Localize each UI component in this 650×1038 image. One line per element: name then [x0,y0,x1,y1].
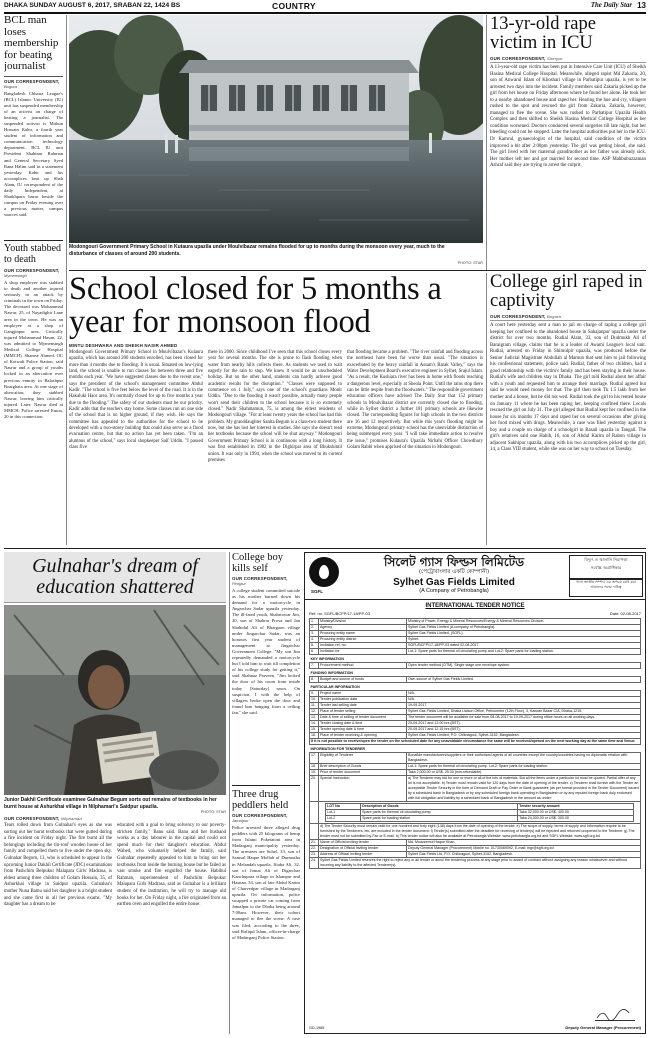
rape-icu-headline: 13-yr-old rape victim in ICU [490,15,596,53]
tender-row-key: Project name [319,691,407,697]
tender-row-number: 23. [310,852,319,858]
ad-side-box-line1: বিদ্যুৎ ও জ্বালানি নিরাপত্তা [584,557,628,562]
lot-table [325,803,634,822]
bcl-article [4,15,63,235]
tender-row-value: Open tender method (OTM), Single stage one envelope system. [407,663,641,669]
lot-table-header: LOT No [326,804,361,810]
tender-row-value: Deputy General Manager (Procurement) Mobile no. 01730069092, E-mail: mgr@sgfl.org.bd [407,846,641,852]
gulnahar-body-col2: educated with a goal to bring solvency to our poverty-stricken family," Banu said. Banu and her husband works as a day labourer in the capital and could not spend much for their daughter's education. Abdul Wahed, who voluntarily helped the family, said Gulnahar repeatedly appealed to him to bring out her textbooks from inside the burning house but he failed as vast smoke and fire engulfed the house. Habibul Rahman, superintendent of Pashchim Belpukur Malapara Girls Madrasa, said as Gulnahar is a brilliant student of the institution, he will try to manage old books for her. On Friday night, a fire originated from an earthen oven and engulfed the entire house. [117,823,226,908]
flood-photo-caption-block [69,244,483,266]
tender-row [310,753,641,764]
tender-row-key: Invitation for [319,649,407,655]
tender-row-key: Place of tender receiving & opening [319,733,407,739]
tender-row-value: 19-09-2017. [407,703,641,709]
tender-row-value: Sylhet Gas Fields Limited (A company of Petrobangla). [407,625,641,631]
lot-cell: Taka 24,000.00 or US$. 300.00 [518,816,634,822]
tender-row-number: 5. [310,643,319,649]
tender-row-value: SGFL/BCFP/17-18/PP-03 dated 02-08-2017. [407,643,641,649]
tender-note-16: If it is not possible to receive/open the tender on the scheduled date for any unavoidable circumstance the same will be received/opened on the next working day at the same time and Venue. [310,739,641,745]
tender-row-value: 20-09-2017 and 12.15 hrs (BST). [407,727,641,733]
gulnahar-headline: Gulnahar's dream of education shattered [32,555,198,598]
signature-mark [595,1008,635,1021]
section-title: COUNTRY [272,1,316,11]
rape-icu-byline-text: OUR CORRESPONDENT, [490,56,546,61]
left-divider [4,240,63,241]
ad-title: Sylhet Gas Fields Limited [393,577,515,588]
drug-peddlers-article [232,789,300,1034]
drug-peddlers-headline: Three drug peddlers held [232,789,289,811]
tender-row-key: Eligibility of Tenderer [319,753,407,764]
sgfl-logo-text: SGFL [311,589,323,594]
section-key: KEY INFORMATION [310,657,344,661]
tender-row-value: Taka 2,000.00 or US$. 25.00 (non-refundable). [407,770,641,776]
tender-row-number: 2. [310,625,319,631]
tender-row-number: 15. [310,727,319,733]
youth-article [4,244,63,544]
college-boy-article [232,552,300,782]
ad-side-box-line2: সর্বোচ্চ অগ্রাধিকার [590,565,622,570]
bcl-body: Bangladesh Chhatra League's (BCL) Islamic University (IU) unit has suspended membership of an activist on charge of beating a journalist. The suspended activist is Mithun Hossain Kabir, a fourth year student of information and communication technology department. BCL IU unit President Shahinur Rahman and General Secretary Syed Rana Halim said in a statement yesterday. Kabir and his accomplices beat up Shah Alam, IU correspondent of the daily Independent, at Shaikhpara bazar beside the campus on Friday evening over a previous matter, campus sources said. [4,90,63,218]
lot-cell: Lot-1 [326,810,361,816]
gulnahar-byline-text: OUR CORRESPONDENT, [4,816,60,821]
gulnahar-headline-box [4,552,226,603]
bcl-byline: OUR CORRESPONDENT, [4,78,60,84]
youth-byline: OUR CORRESPONDENT, [4,268,60,273]
tender-row-number: 24. [310,858,319,869]
tender-row-key: Budget and source of funds [319,677,407,683]
tender-row-value: 20-09-2017 and 12.00 hrs (BST). [407,721,641,727]
tender-row-key: Tender last selling date [319,703,407,709]
mid-rule [69,270,646,271]
tender-row-key: Special Instruction [319,776,407,802]
youth-body: A shop employee was stabbed to death and another injured seriously in an attack by criminals in the town on Friday. The deceased was Mohammad Nasrur, 25, of Nayadighir Lane area in the town. He was an employee at a shop of Gangjinpur area. Critically injured Mohammad Hasan, 22, was admitted to Mymensingh Medical College Hospital (MMCH). Shamse Ahmed, OC of Kotwali Police Station, said Nasrur and a group of youths locked in an altercation over previous enmity in Balashpur Boatghata area. At one stage of altercation, they stabbed Nasrur, leaving him critically injured. Later, Nasrur died at MMCH. Police arrested Emon, 20 in this connection. [4,280,63,420]
tender-row-number: 20. [310,776,319,802]
memo-date: Date: 02-08-2017 [609,611,641,616]
sgfl-tender-ad [304,552,646,1034]
tender-row-value: Sylhet Gas Fields Limited, Dhaka Liaison Office, Petrocentre (12th Floor), 3, Kawran Bazar C/A, Dhaka-1215. [407,709,641,715]
signature-name: Deputy General Manager (Procurement) [565,1025,641,1030]
tender-row-key: Address of Official inviting tender [319,852,407,858]
college-boy-location: Pirojpur [232,581,246,586]
college-boy-headline: College boy kills self [232,552,284,574]
gd-number: GD-1985 [309,1026,325,1030]
section-funding: FUNDING INFORMATION [310,671,353,675]
paper-name: The Daily Star [590,2,632,9]
rape-icu-location: Sherpur [546,56,563,61]
tender-row-number: 11. [310,703,319,709]
ad-side-note: গ্যাস জাতীয় সম্পদ। এর অপচয় রোধ করা আমাদের সবার দায়িত্ব [569,579,643,597]
tender-row-number: 10. [310,697,319,703]
tender-row-number: 9. [310,691,319,697]
ad-subtitle: (A Company of Petrobangla) [419,588,489,594]
lot-row [326,816,634,822]
school-body-col3: that flooding became a problem. "The river rainfall and flooding across the northeast have been far worse than usual. "The situation is exacerbated by the heavy rainfall in Assam's Barak Valley," says the Water Development Board's executive engineer in Sylhet, Srajul Islam. "As a result, the Kushiara river has been in home with floods reaching a dangerous level, especially at Sheola Point. Until the rains stop there can be little respite from the floodwaters." The responsible government education officers have advised The Daily Star that 152 primary schools in Moulvibazar district are currently closed due to flooding, while in Sylhet district a further 181 primary schools are likewise closed. The corresponding figures for high schools in the two districts are 16 and 12 respectively. But while this year's flooding might be extreme, Modongouri primary school has the unenviable distinction of being submerged every year. "I will take immediate action to resolve the issue," promises Kulaura's Upazila Nirbahi Officer Chowdhury Golam Rabbi when apprised of the situation in Modongouri. [347,350,483,451]
lot-cell: Taka 32,000.00 or US$. 400.00 [518,810,634,816]
tender-row-number: 16. [310,733,319,739]
lot-table-header: Tender security amount [518,804,634,810]
section-particular: PARTICULAR INFORMATION [310,685,360,689]
notice-heading: INTERNATIONAL TENDER NOTICE [425,603,525,609]
tender-row-key: Place of tender selling [319,709,407,715]
tender-row [310,858,641,869]
drug-peddlers-location: Jamalpur [232,818,249,823]
dateline: DHAKA SUNDAY AUGUST 6, 2017, SRABAN 22, 1424 BS [4,2,181,9]
tender-row [310,715,641,721]
tender-row-key: Tender closing date & time [319,721,407,727]
college-boy-byline: OUR CORRESPONDENT, [232,576,288,581]
gulnahar-byline [4,816,226,821]
lot-table-header: Description of Goods [361,804,518,810]
school-body-col2: there in 2000. Since childhood I've seen that this school closes every year for several months. The site is prone to flash flooding when water from nearby hills collects there. As students we used to wait eagerly for the rain to stop. We knew it would be an unscheduled holiday. But on the other hand, students can hardly achieve good academic results for the disruption." "Classes were supposed to commence on 1 July," says one of the school's guardians Monir Uddin. "Due to the flooding it wasn't possible, actually many people won't send their children to the school because it is so extremely closed." Nadir Shahmamun, 75, is among the eldest residents of Modongouri village. "For at least twenty years the school has had this problem. My granddaughter Sanita Begum is a class-two student there now, but she has lost her interest in studies. She says she doesn't read her textbooks because the school will be shut anyway." Modongouri Government Primary School is in continuous with a long history. It was first established in 1982 in the Dighirpar area of Bhukshimil union. It was only in 1994, when the school was moved to its current premises [208,350,342,463]
ad-bangla-title: সিলেট গ্যাস ফিল্ডস লিমিটেড [383,555,525,569]
flood-photo-credit: PHOTO: STAR [457,261,483,265]
col-divider-right-mid [486,273,487,545]
section-tenderer: INFORMATION FOR TENDERER [310,747,365,751]
rape-icu-byline [490,56,646,61]
gulnahar-photo [4,605,226,795]
tender-row-number: 22. [310,846,319,852]
masthead-rule [4,12,646,14]
tender-row-value: N/A. [407,697,641,703]
ad-header [305,553,645,600]
rape-icu-body: A 13-year-old rape victim has been put in Intensive Care Unit (ICU) of Sheikh Hasina Medical College Hospital. Meanwhile, alleged rapist Md Zakaria, 20, son of Anwarul Islam of Khoshari village in Parbatipur upazila, is yet to be arrested two days into the incident. Family members said Zakaria picked up the girl from her house on Friday afternoon where he found her alone. He took her to a nearby abandoned house and raped her. Hearing the hue and cry, villagers rushed to the spot and rescued the girl from Zakaria. Zakaria, however, managed to flee the scene. She was rushed to Parbatipur Upazila Health Complex and then shifted to Sheikh Hasina Medical College Hospital as her condition worsened. Doctors conducted several surgeries till late night, but her bleeding could not be stopped. Later the hospital authorities put her in the ICU. Dr Kamrul, gynaecologist of the hospital, said condition of the victim improved a bit after 2:00pm yesterday. The girl was getting blood, she said. The girl lived with her maternal grandmother as her father was already sick. Her mother left her and got married for second time. ASP Mahbubuzzaman Ashraf said they are trying to arrest the culprit. [490,65,646,169]
page-number: 13 [637,1,646,10]
youth-location: Mymensingh [4,273,27,278]
tender-row-key: Tender publication date [319,697,407,703]
lower-rule [4,548,646,549]
lot-cell: Lot-2 [326,816,361,822]
tender-row-key: Price of tender document [319,770,407,776]
tender-row-number: 19. [310,770,319,776]
col-divider-right-top [486,15,487,270]
drug-peddlers-body: Police arrested three alleged drug peddlers with 25 kilograms of hemp from Islami Poketatoni area in Madarganj municipality yesterday. The arrestees are Sohel, 33, son of Samsul Haque Mollah of Durmutha in Melandah upazila, Iftaba Ali, 32, son of Jomat Ali of Digarchar Kanchupara village in Islampur and Hasnan, 34, son of late Abdul Karim of Charvedpar village in Madarganj upazila. On information, police swapped a private car coming from Jamalpur to the Dhaka being around 7:00am. However, their cohort managed to flee the scene. A case was filed, according to the three, said Rafiqul Islam, officer-in-charge of Madarganj Police Station. [232,825,300,940]
rape-icu-article [490,15,646,270]
tender-row-number: 6. [310,649,319,655]
tender-row-key: Procuring entity name [319,631,407,637]
tender-row-key: Invitation ref. no. [319,643,407,649]
tender-row-number: 14. [310,721,319,727]
gulnahar-photo-credit: PHOTO: STAR [200,810,226,814]
lower-mid-rule [232,785,300,786]
tender-row-key: Procurement method [319,663,407,669]
college-boy-body: A college student committed suicide as his mother burned down his demand for a motorcycle in Jingarchar Sadar upazila yesterday. The ill-fated youth, Shahriowar Jim, 20, son of Shahrar Prova and Jan Shahidul Ali of Bhargaon village under Jingarchar Sadar, was an honours first year student of management at Jingarchar Government College. "My son Jim repeatedly demanded a motorcycle but I told him to wait till completion of his college study for getting it," said Shahnaz Parveen. "Jim locked the door of his room from inside today [Saturday] noon. On suspicion, I with the help of villagers broke open the door and found him hanging from a ceiling fan," she said. [232,588,300,715]
tender-row-value: Sylhet Gas Fields Ltd, P.O. Chiknagoul, Sylhet-3152, Bangladesh. [407,852,641,858]
tender-row-value: Lot-1: Spare parts for thermal oil circulating pump and Lot-2: Spare parts for loading station. [407,649,641,655]
tender-row-number: 3. [310,631,319,637]
signature-scribble [595,1009,635,1021]
ad-side-box [569,555,643,579]
bcl-headline: BCL man loses membership for beating journalist [4,15,59,72]
college-raped-location: Bogura [546,314,562,319]
tender-row-value: Sylhet. [407,637,641,643]
tender-row-value: The tender document will be available for sale from 08-08-2017 to 19-09-2017 during office hours on all working days. [407,715,641,721]
tender-row-value: Sylhet Gas Fields Limited, (SGFL). [407,631,641,637]
tender-row-value: Sylhet Gas Fields Limited, P.O. Chiknagoul, Sylhet-3152, Bangladesh. [407,733,641,739]
gulnahar-caption: Junior Dakhil Certificate examinee Gulnahar Begum sorts out remains of textbooks in her burnt house at Ashurkhai village in Nilphamari's Saidpur upazila. [4,797,217,810]
memo-number: Ref. no. SGFL/BCFP/17-18/PP-03 [309,611,370,616]
tender-row-number: 18. [310,764,319,770]
tender-row-value: Md. Moazzemul Haque Khan. [407,840,641,846]
tender-row-number: 1. [310,619,319,625]
tender-row-key: Procuring entity district [319,637,407,643]
tender-row-number: 13. [310,715,319,721]
tender-row-number: 4. [310,637,319,643]
school-article [69,273,483,545]
tender-row-value: Ministry of Power, Energy & Mineral Resources/Energy & Mineral Resources Division. [407,619,641,625]
drug-peddlers-byline: OUR CORRESPONDENT, [232,813,288,818]
tender-row-number: 12. [310,709,319,715]
col-divider-lower-1 [229,552,230,1034]
lot-cell: Spare parts for loading station [361,816,518,822]
tender-row-key: Tender opening date & time [319,727,407,733]
tender-row-number: 17. [310,753,319,764]
lot-cell: Spare parts for thermal oil circulating pump [361,810,518,816]
tender-table [309,618,641,869]
ad-bangla-subtitle: (পেট্রোবাংলার একটি কোম্পানী) [418,569,490,575]
tender-row-value: Own source of Sylhet Gas Fields Limited. [407,677,641,683]
college-raped-headline: College girl raped in captivity [490,273,643,311]
tender-row-value: a) The Tenderer may bid for one or more or all of the lots of materials. But all the items under a particular lot must be quoted. Partial offer of any lot is not acceptable. b) Tender must remain valid for 120 days from the date of opening of the tender. c) Tenderer shall furnish with the Tender an acceptable Tender Security in the form of Demand Draft or Pay Order or Bank guarantee (as per format provided in the Tender Document) issued by a scheduled bank in Bangladesh or by any scheduled foreign bank operating in Bangladesh or by any reputed foreign bank duly endorsed with full obligation and liability by a scheduled bank of Bangladesh in the amount as under: [408,776,639,800]
flooded-school-image [69,15,483,243]
college-raped-body: A court here yesterday sent a man to jail on charge of raping a college girl keeping her confined to the abandoned house in Sahajanpur upazila under the district for over two months. Rudial Alam, 33, son of Dudmukh Ali of Baraigram village, claims that he is a leader of Awami League's local unit. Rudial, arrested on Friday in Shimulpir upazila, was produced before the Senior Judicial Magistrate Abdullah al Mamun that sent him to jail following his confessional statement, police said. Rudial, father of two children, had a good relationship with the victim's family and has been staying in their house. Rudial's wife and children stay in Dhaka. The girl told Rudial about her affair with a youth and requested him to arrange their marriage. Rudial agreed but said he would need money for that. The girl then took Tk 1.5 lakh from her mother and a house, but he did not wed. Rudial took the girl to his rented house on January 11 where he has been raping her, keeping confined there. Locals rescued the girl on July 31. The girl alleged that Rudial kept her confined in the house for six months 17 days and raped her on several occasions after giving her food mixed with drugs. Meanwhile, a case was filed yesterday against a boy and a couple on charge of a schoolgirl in Basail upazila in Tangail. The girl's relatives said one Habib, 16, son of Abdul Karim of Rabon village in adjacent Sakhipur upazila, along with his two accomplices picked up the girl, 14, a Class VIII student, while she was on her way to school on Tuesday. [490,323,646,453]
masthead [4,1,646,12]
tender-row-number: 7. [310,663,319,669]
tender-row-key: Name of Official inviting tender [319,840,407,846]
tender-row-number: 21. [310,840,319,846]
gulnahar-article [4,552,226,1034]
tender-row-key: Brief description of Goods [319,764,407,770]
college-raped-byline [490,314,646,319]
tender-row-value: Lot-1: Spare parts for thermal oil circulating pump. Lot-2: Spare parts for loading station. [407,764,641,770]
tender-row-key: Ministry/Division [319,619,407,625]
youth-headline: Youth stabbed to death [4,244,62,265]
tender-row-value: N/A. [407,691,641,697]
instruction-tail: d) The Tender Security must remain valid for one hundred and forty eight (148) days from the date of opening of the tender. e) The scope of supply, terms of supply and information require to be furnished by the Tenderers, etc. are included in the tender document. f) Tender(s) submitted after the deadline for receiving of tender(s) will be rejected and returned unopened to the Tenderer. g) The tender must not be submitted by Fax or E-mail. h) This tender notice will also be available at Petrobangla Website: www.petrobangla.org.bd and SGFL Website: www.sgfl.org.bd [319,824,641,840]
school-byline: MINTU DESHWARA AND SHEIKH NASIR AHMED [69,343,178,348]
school-headline: School closed for 5 months a year for monsoon flood [69,273,442,340]
school-body-col1: Modongouri Government Primary School in Moulvibazar's Kulaura upazila, which has around 200 students enrolled, has been closed for more than 4 months due to flooding. It is usual. Situated on low-lying land, the school is unable to run classes for between three and five months each year. "We have suggested classes due to the recent one," says the president of the school's management committee Abdul Kadir. "The school is five feet below the level of the road. It is in the Hakaluki Haor area. It's normally closed for up to five months a year due to the flooding." The safety of our students must be our priority. Kadir adds that the teachers stay home. Some classes run on one side of the school that is on higher ground, if they wish. He says the committee has appealed to the authorities for the school to be developed with a two-storey building that could also serve as a flood evacuation centre, but that no action has yet been taken. "I'm an alumnus of the school," says local shopkeeper Saif Uddin. "I passed class five [69,350,203,451]
tender-row-key: Designation of Official inviting tender [319,846,407,852]
tender-row-number: 8. [310,677,319,683]
gulnahar-location: Nilphamari [60,816,83,821]
college-raped-article [490,273,646,545]
bcl-location: Bogura [4,83,17,89]
tender-row-key: Agency [319,625,407,631]
flood-photo-caption: Modongouri Government Primary School in Kutaura upazila under Moulvibazar remains flooded for up to months during the monsoon every year, much to the disturbance of classes of around 200 students. [69,244,445,257]
col-divider-left [66,15,67,545]
tender-row [310,776,641,802]
tender-row-key: Sylhet Gas Fields Limited reserves the right to reject any or all tender or annul the tendering process at any stage prior to award of contract without assigning any reason whatsoever and without incurring any liability to the affected Tenderer(s). [319,858,641,869]
tender-row-value: Bonafide manufacturers/suppliers or their authorized agents of all countries except the country/countries having no diplomatic relation with Bangladesh. [407,753,641,764]
tender-row-key: Date & time of selling of tender document [319,715,407,721]
college-raped-byline-text: OUR CORRESPONDENT, [490,314,546,319]
flame-icon [319,565,329,579]
sgfl-logo [309,557,339,587]
flood-photo [69,15,483,243]
gulnahar-body-col1: Tears rolled down from Gulnahar's eyes as she was sorting out her burnt textbooks that were gutted during a fire incident on Friday night. The fire burnt all the belongings including the tin-roof wooden house of her family and compelled them to live under the open sky. Gulnahar Begum, 13, who is scheduled to appear in the upcoming Junior Dakhil Certificate (JDC) examinations from Pashchim Belpukur Malapara Girls' Madrasa, is eldest among three children of Golam Hossain, 35, of Ashurkhai village in Saidpur upazila. Gulnahar's mother Nuna Bamu said her daughter is a bright student and she came first in all her previous exams. "My daughter has a dream to be [4,823,112,908]
